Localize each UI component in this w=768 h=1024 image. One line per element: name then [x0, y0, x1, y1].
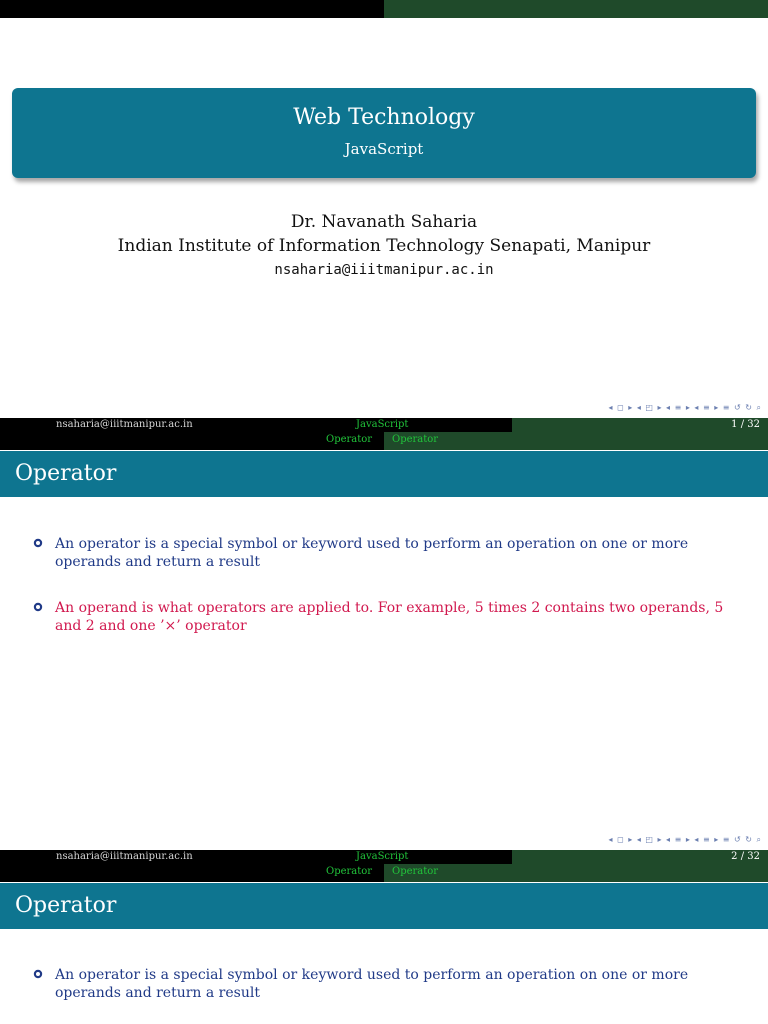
- bullet-text: An operator is a special symbol or keyword used to perform an operation on one or more operands and return a result: [55, 967, 689, 1001]
- footer-bar: [0, 418, 768, 432]
- title-block: [12, 88, 756, 178]
- author-block: [0, 210, 768, 282]
- footer-email: nsaharia@iiitmanipur.ac.in: [56, 419, 193, 430]
- footer-page-number: 1 / 32: [731, 419, 760, 430]
- frame-title: Operator: [0, 883, 768, 929]
- bullet-item: [33, 599, 745, 635]
- bullet-text: An operand is what operators are applied to. For example, 5 times 2 contains two operands, 5 and 2 and one ’×’ operator: [55, 600, 724, 634]
- gear-bullet-icon: [33, 602, 43, 612]
- subsection-link[interactable]: Operator: [392, 434, 439, 445]
- top-strip-right: [384, 0, 768, 18]
- section-nav-bar: [0, 864, 768, 882]
- top-strip-left: [0, 0, 384, 18]
- subsection-link[interactable]: Operator: [392, 866, 439, 877]
- frame-title: Operator: [0, 451, 768, 497]
- bullet-item: [33, 535, 745, 571]
- section-link[interactable]: Operator: [326, 434, 373, 445]
- footer-course: JavaScript: [356, 419, 409, 430]
- navigation-symbols[interactable]: ◂ ◻ ▸ ◂ ◰ ▸ ◂ ≡ ▸ ◂ ≡ ▸ ≡ ↺ ↻ ⌕: [608, 835, 762, 844]
- gear-bullet-icon: [33, 969, 43, 979]
- gear-bullet-icon: [33, 538, 43, 548]
- presentation-subtitle: JavaScript: [344, 140, 424, 158]
- footer-course: JavaScript: [356, 851, 409, 862]
- presentation-title: Web Technology: [293, 105, 475, 130]
- bullet-text: An operator is a special symbol or keyword used to perform an operation on one or more operands and return a result: [55, 536, 689, 570]
- section-link[interactable]: Operator: [326, 866, 373, 877]
- author-institute: Indian Institute of Information Technology Senapati, Manipur: [117, 236, 651, 256]
- bullet-item: [33, 966, 745, 1002]
- navigation-symbols[interactable]: ◂ ◻ ▸ ◂ ◰ ▸ ◂ ≡ ▸ ◂ ≡ ▸ ≡ ↺ ↻ ⌕: [608, 403, 762, 412]
- section-nav-bar: [0, 432, 768, 450]
- author-name: Dr. Navanath Saharia: [290, 212, 478, 232]
- author-email[interactable]: nsaharia@iiitmanipur.ac.in: [274, 262, 494, 278]
- footer-email: nsaharia@iiitmanipur.ac.in: [56, 851, 193, 862]
- footer-bar: [0, 850, 768, 864]
- footer-page-number: 2 / 32: [731, 851, 760, 862]
